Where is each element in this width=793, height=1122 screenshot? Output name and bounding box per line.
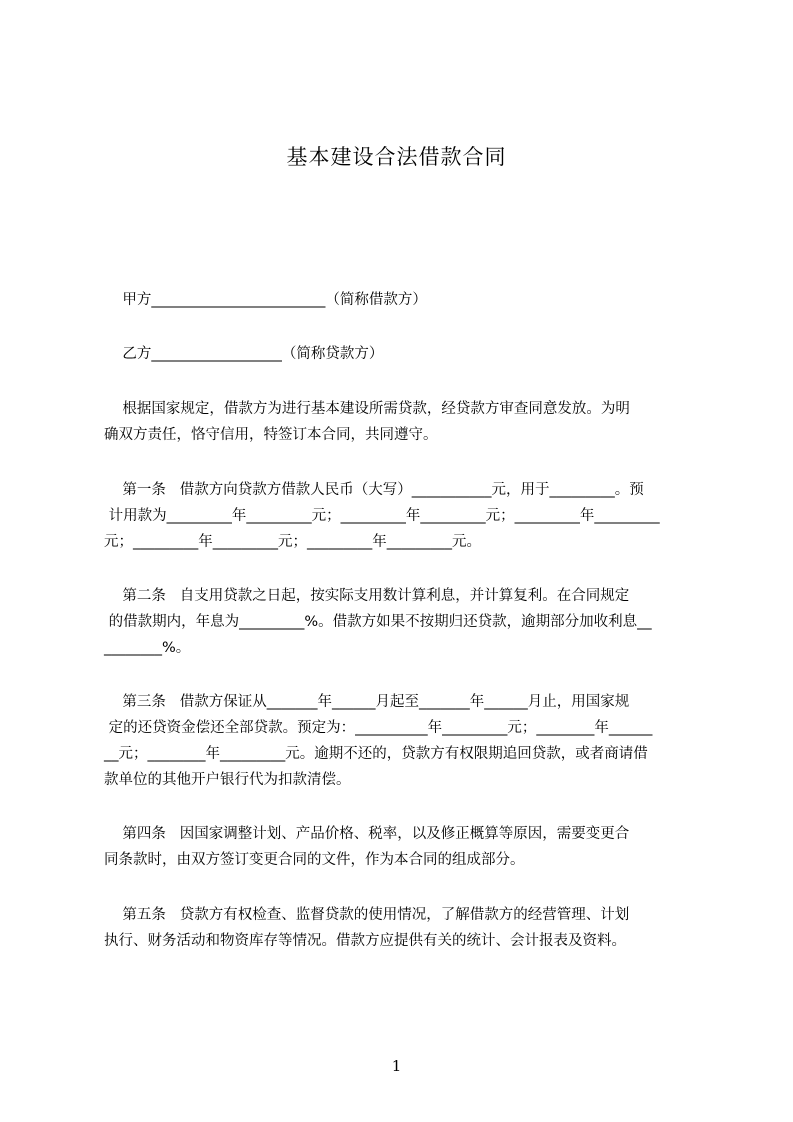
party-b-line: 乙方__________________（简称贷款方）	[104, 346, 384, 362]
article-3-line: 第三条 借款方保证从_______年______月起至_______年______月止，用国家规	[104, 694, 630, 710]
article-5-line: 第五条 贷款方有权检查、监督贷款的使用情况，了解借款方的经营管理、计划	[104, 907, 630, 923]
article-4-line: 第四条 因国家调整计划、产品价格、税率，以及修正概算等原因，需要变更合	[104, 826, 630, 842]
article-3-line: 款单位的其他开户银行代为扣款清偿。	[104, 772, 351, 788]
preamble-line: 根据国家规定，借款方为进行基本建设所需贷款，经贷款方审查同意发放。为明	[104, 401, 630, 417]
article-2-line: 的借款期内，年息为_________%。借款方如果不按期归还贷款，逾期部分加收利息__	[104, 614, 652, 630]
article-5-line: 执行、财务活动和物资库存等情况。借款方应提供有关的统计、会计报表及资料。	[104, 933, 626, 949]
document-title: 基本建设合法借款合同	[286, 145, 507, 169]
article-4-line: 同条款时，由双方签订变更合同的文件，作为本合同的组成部分。	[104, 852, 525, 868]
article-3-line: __元；________年_________元。逾期不还的，贷款方有权限期追回贷款，或者商请借	[104, 746, 648, 762]
article-3-line: 定的还贷资金偿还全部贷款。预定为：__________年_________元；________年______	[104, 720, 653, 736]
article-1-line: 计用款为_________年_________元；_________年_________元；_________年_________	[104, 508, 660, 524]
preamble-line: 确双方责任，恪守信用，特签订本合同，共同遵守。	[104, 427, 438, 443]
article-2-line: ________%。	[104, 640, 191, 656]
article-1-line: 第一条 借款方向贷款方借款人民币（大写）___________元，用于_________。预	[104, 482, 644, 498]
party-a-line: 甲方________________________（简称借款方）	[104, 292, 427, 308]
page-number: 1	[391, 1057, 402, 1075]
article-2-line: 第二条 自支用贷款之日起，按实际支用数计算利息，并计算复利。在合同规定	[104, 588, 630, 604]
article-1-line: 元；_________年_________元；_________年_________元。	[104, 534, 481, 550]
